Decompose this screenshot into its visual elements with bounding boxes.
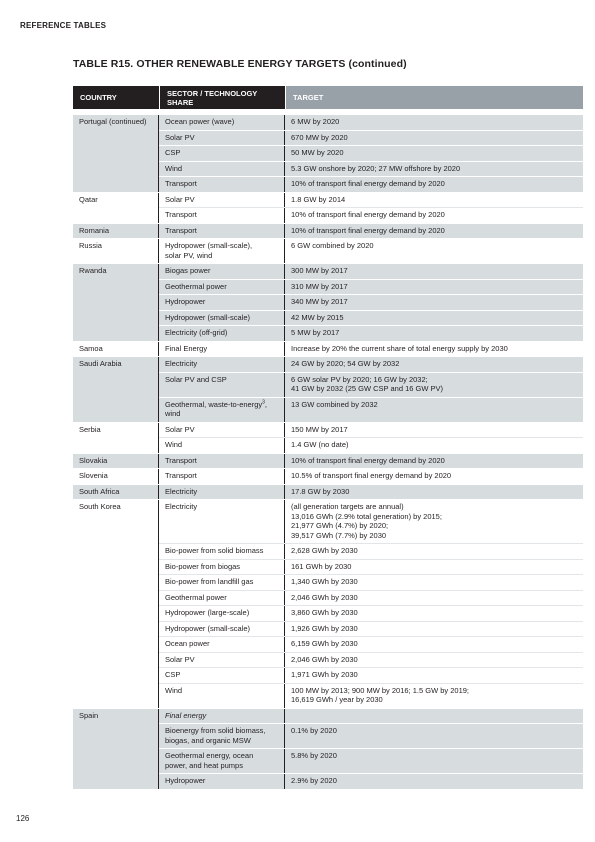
table-row: [159, 342, 583, 357]
target-cell: 10% of transport final energy demand by 2020: [291, 455, 445, 465]
target-cell: 5.3 GW onshore by 2020; 27 MW offshore by 2020: [291, 163, 461, 173]
sector-cell: Electricity: [159, 485, 285, 500]
country-cell: South Africa: [73, 485, 159, 500]
target-cell: 2,628 GWh by 2030: [291, 546, 358, 555]
sector-cell: Hydropower: [159, 774, 285, 789]
country-group-romania: [73, 224, 583, 240]
target-cell: 100 MW by 2013; 900 MW by 2016; 1.5 GW by 2019; 16,619 GWh / year by 2030: [291, 685, 470, 704]
sector-cell: Solar PV: [159, 131, 285, 146]
target-cell: 24 GW by 2020; 54 GW by 2032: [291, 359, 400, 368]
sector-cell: Wind: [159, 162, 285, 177]
country-cell: Rwanda: [73, 264, 159, 341]
table-row: [159, 774, 583, 789]
table-row: [159, 560, 583, 576]
sector-cell: Hydropower (small-scale), solar PV, wind: [159, 239, 285, 263]
sector-cell: Biogas power: [159, 264, 285, 279]
sector-cell: Wind: [159, 684, 285, 708]
target-cell: 10% of transport final energy demand by 2020: [291, 225, 445, 235]
table-row: [159, 485, 583, 500]
country-group-rwanda: [73, 264, 583, 342]
table-row: [159, 575, 583, 591]
table-row: [159, 146, 583, 162]
sector-cell: Geothermal power: [159, 591, 285, 606]
sector-cell: Solar PV: [159, 423, 285, 438]
sector-cell: Hydropower (small-scale): [159, 311, 285, 326]
table-row: [159, 423, 583, 439]
sector-cell: Hydropower: [159, 295, 285, 310]
country-cell: Romania: [73, 224, 159, 239]
sector-cell: Hydropower (small-scale): [159, 622, 285, 637]
sector-cell: Geothermal energy, ocean power, and heat pumps: [159, 749, 285, 773]
table-row: [159, 749, 583, 774]
target-cell: 340 MW by 2017: [291, 297, 348, 306]
target-cell: 2,046 GWh by 2030: [291, 592, 358, 602]
table-row: [159, 208, 583, 223]
country-cell: Russia: [73, 239, 159, 263]
table-title: TABLE R15. OTHER RENEWABLE ENERGY TARGETS (continued): [73, 58, 407, 70]
table-row: [159, 606, 583, 622]
sector-cell: Geothermal power: [159, 280, 285, 295]
country-group-spain: [73, 709, 583, 790]
target-cell: 1,971 GWh by 2030: [291, 670, 358, 679]
target-cell: 10% of transport final energy demand by 2020: [291, 210, 445, 219]
sector-cell: Transport: [159, 177, 285, 192]
country-cell: Spain: [73, 709, 159, 789]
country-cell: Qatar: [73, 193, 159, 223]
country-group-south-korea: [73, 500, 583, 709]
table-row: [159, 709, 583, 725]
target-cell: 17.8 GW by 2030: [291, 486, 350, 496]
table-row: [159, 544, 583, 560]
page-number: 126: [16, 814, 30, 823]
target-cell: 6 GW solar PV by 2020; 16 GW by 2032; 41 GW by 2032 (25 GW CSP and 16 GW PV): [291, 374, 444, 393]
sector-cell: Electricity: [159, 357, 285, 372]
target-cell: 5 MW by 2017: [291, 328, 340, 337]
table-row: [159, 264, 583, 280]
target-cell: 6 GW combined by 2020: [291, 241, 374, 250]
country-cell: Serbia: [73, 423, 159, 453]
target-cell: Increase by 20% the current share of total energy supply by 2030: [291, 343, 508, 353]
table-row: [159, 326, 583, 341]
table-row: [159, 469, 583, 484]
target-cell: 310 MW by 2017: [291, 281, 348, 291]
sector-cell: CSP: [159, 146, 285, 161]
table-row: [159, 239, 583, 263]
sector-cell: Ocean power: [159, 637, 285, 652]
target-cell: 2,046 GWh by 2030: [291, 654, 358, 664]
target-cell: 42 MW by 2015: [291, 312, 344, 322]
table-row: [159, 193, 583, 209]
country-group-russia: [73, 239, 583, 264]
table-row: [159, 500, 583, 544]
column-header-target: TARGET: [285, 86, 583, 109]
sector-cell: Transport: [159, 208, 285, 223]
table-row: [159, 162, 583, 178]
table-row: [159, 373, 583, 398]
column-header-sector: SECTOR / TECHNOLOGY SHARE: [159, 86, 285, 109]
sector-cell: Solar PV: [159, 653, 285, 668]
sector-cell: Final Energy: [159, 342, 285, 357]
sector-cell: Final energy: [159, 709, 285, 724]
country-group-samoa: [73, 342, 583, 358]
target-cell: 300 MW by 2017: [291, 266, 348, 275]
table-row: [159, 622, 583, 638]
country-cell: South Korea: [73, 500, 159, 708]
target-cell: 5.8% by 2020: [291, 751, 337, 760]
country-group-saudi-arabia: [73, 357, 583, 423]
sector-cell: Ocean power (wave): [159, 115, 285, 130]
table-row: [159, 398, 583, 422]
sector-cell: Solar PV: [159, 193, 285, 208]
target-cell: 1.4 GW (no date): [291, 440, 349, 449]
target-cell: (all generation targets are annual) 13,016 GWh (2.9% total generation) by 2015; 21,977 GWh (4.7%) by 2020; 39,517 GWh (7.7%) by 2030: [291, 502, 442, 540]
country-cell: Slovenia: [73, 469, 159, 484]
country-group-portugal-continued: [73, 115, 583, 193]
table-row: [159, 684, 583, 708]
target-cell: 50 MW by 2020: [291, 148, 344, 157]
target-cell: 10% of transport final energy demand by 2020: [291, 179, 445, 188]
target-cell: 161 GWh by 2030: [291, 561, 352, 571]
table-row: [159, 280, 583, 296]
country-group-south-africa: [73, 485, 583, 501]
table-row: [159, 591, 583, 607]
country-cell: Samoa: [73, 342, 159, 357]
country-cell: Saudi Arabia: [73, 357, 159, 422]
sector-cell: Bio-power from solid biomass: [159, 544, 285, 559]
target-cell: 6,159 GWh by 2030: [291, 639, 358, 648]
country-group-slovakia: [73, 454, 583, 470]
target-cell: 1.8 GW by 2014: [291, 194, 346, 204]
target-cell: 1,340 GWh by 2030: [291, 577, 358, 586]
table-header-row: [73, 86, 583, 109]
target-cell: 3,860 GWh by 2030: [291, 608, 358, 617]
table-row: [159, 131, 583, 147]
sector-cell: Transport: [159, 469, 285, 484]
column-header-country: COUNTRY: [73, 86, 159, 109]
sector-cell: Solar PV and CSP: [159, 373, 285, 397]
sector-cell: Wind: [159, 438, 285, 453]
target-cell: 670 MW by 2020: [291, 132, 348, 142]
target-cell: 10.5% of transport final energy demand by 2020: [291, 471, 452, 480]
renewable-targets-table: [73, 86, 583, 790]
sector-cell: Electricity: [159, 500, 285, 543]
table-row: [159, 454, 583, 469]
target-cell: 150 MW by 2017: [291, 424, 348, 434]
target-cell: 2.9% by 2020: [291, 776, 337, 785]
table-row: [159, 311, 583, 327]
sector-cell: Geothermal, waste-to-energy$^3$, wind: [159, 398, 285, 422]
sector-cell: Transport: [159, 224, 285, 239]
country-group-serbia: [73, 423, 583, 454]
target-cell: 6 MW by 2020: [291, 117, 340, 126]
target-cell: 1,926 GWh by 2030: [291, 623, 358, 633]
sector-cell: Bio-power from landfill gas: [159, 575, 285, 590]
country-group-qatar: [73, 193, 583, 224]
table-row: [159, 357, 583, 373]
target-cell: 13 GW combined by 2032: [291, 399, 378, 409]
country-group-slovenia: [73, 469, 583, 485]
country-cell: Portugal (continued): [73, 115, 159, 192]
country-cell: Slovakia: [73, 454, 159, 469]
sector-cell: Hydropower (large-scale): [159, 606, 285, 621]
sector-cell: Electricity (off-grid): [159, 326, 285, 341]
table-row: [159, 224, 583, 239]
sector-cell: Bio-power from biogas: [159, 560, 285, 575]
section-header: REFERENCE TABLES: [20, 21, 107, 30]
table-row: [159, 295, 583, 311]
target-cell: 0.1% by 2020: [291, 726, 337, 735]
sector-cell: Bioenergy from solid biomass, biogas, and organic MSW: [159, 724, 285, 748]
table-row: [159, 177, 583, 192]
table-row: [159, 668, 583, 684]
sector-cell: Transport: [159, 454, 285, 469]
table-row: [159, 438, 583, 453]
table-row: [159, 724, 583, 749]
table-row: [159, 637, 583, 653]
table-row: [159, 653, 583, 669]
sector-cell: CSP: [159, 668, 285, 683]
target-cell: [285, 709, 583, 724]
table-body: [73, 115, 583, 790]
table-row: [159, 115, 583, 131]
